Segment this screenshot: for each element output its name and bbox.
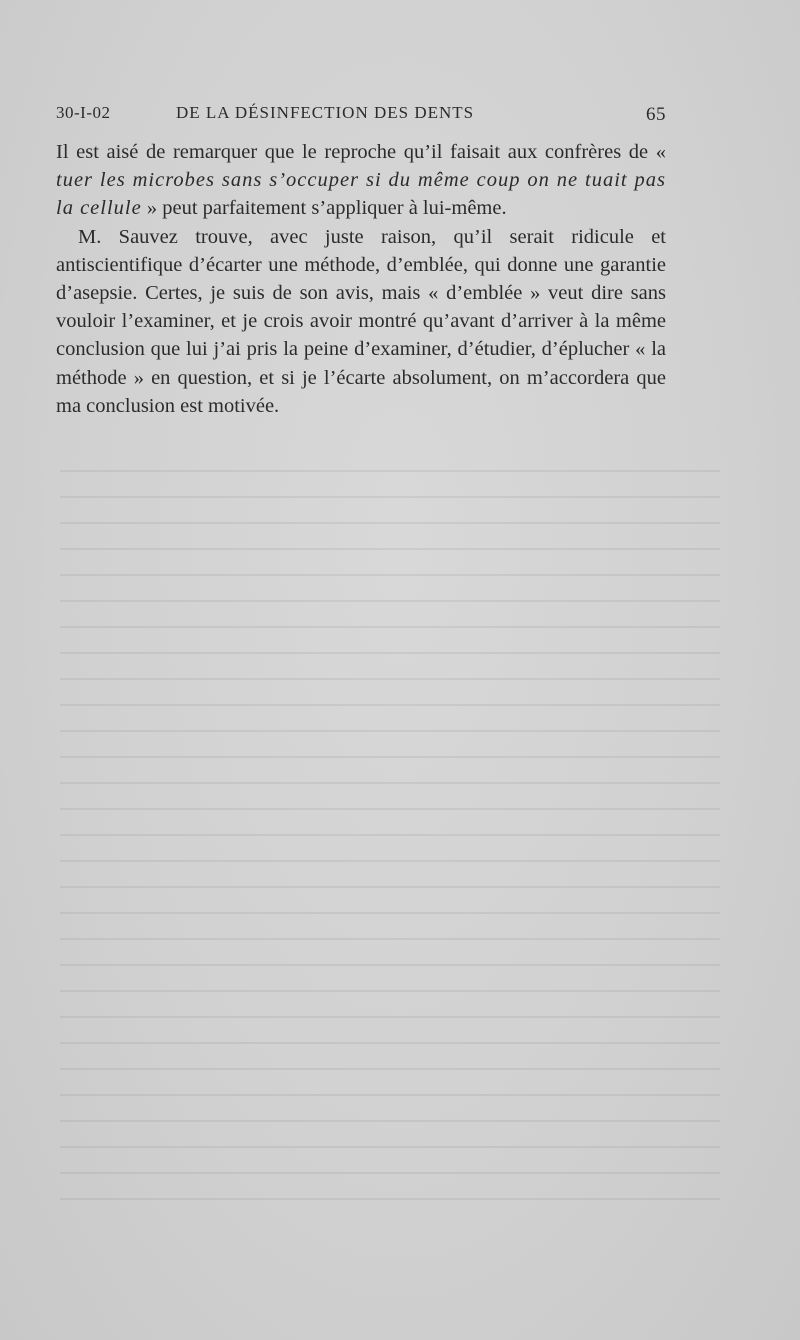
paragraph-1-end: » peut parfaitement s’appliquer à lui-même. [141, 197, 507, 220]
body-text [56, 138, 666, 420]
paragraph-1 [56, 138, 666, 223]
show-through-bleed [60, 470, 720, 1200]
running-title: DE LA DÉSINFECTION DES DENTS [176, 103, 475, 122]
paragraph-1-quote: tuer les microbes sans s’occuper si du même coup on ne tuait pas la cellule [56, 169, 666, 220]
running-head [56, 103, 666, 129]
paragraph-1-start: Il est aisé de remarquer que le reproche qu’il faisait aux confrères de « [56, 141, 666, 163]
issue-date: 30-I-02 [56, 103, 111, 122]
page-number: 65 [646, 104, 666, 125]
paragraph-2: M. Sauvez trouve, avec juste raison, qu’il serait ridicule et antiscientifique d’écarter une méthode, d’emblée, qui donne une garantie d’asepsie. Certes, je suis de son avis, mais « d’emblée » veut dire sans vouloir l’examiner, et je crois avoir montré qu’avant d’arriver à la même conclusion que lui j’ai pris la peine d’examiner, d’étudier, d’éplucher « la méthode » en question, et si je l’écarte absolument, on m’accordera que ma conclusion est motivée. [56, 225, 666, 417]
